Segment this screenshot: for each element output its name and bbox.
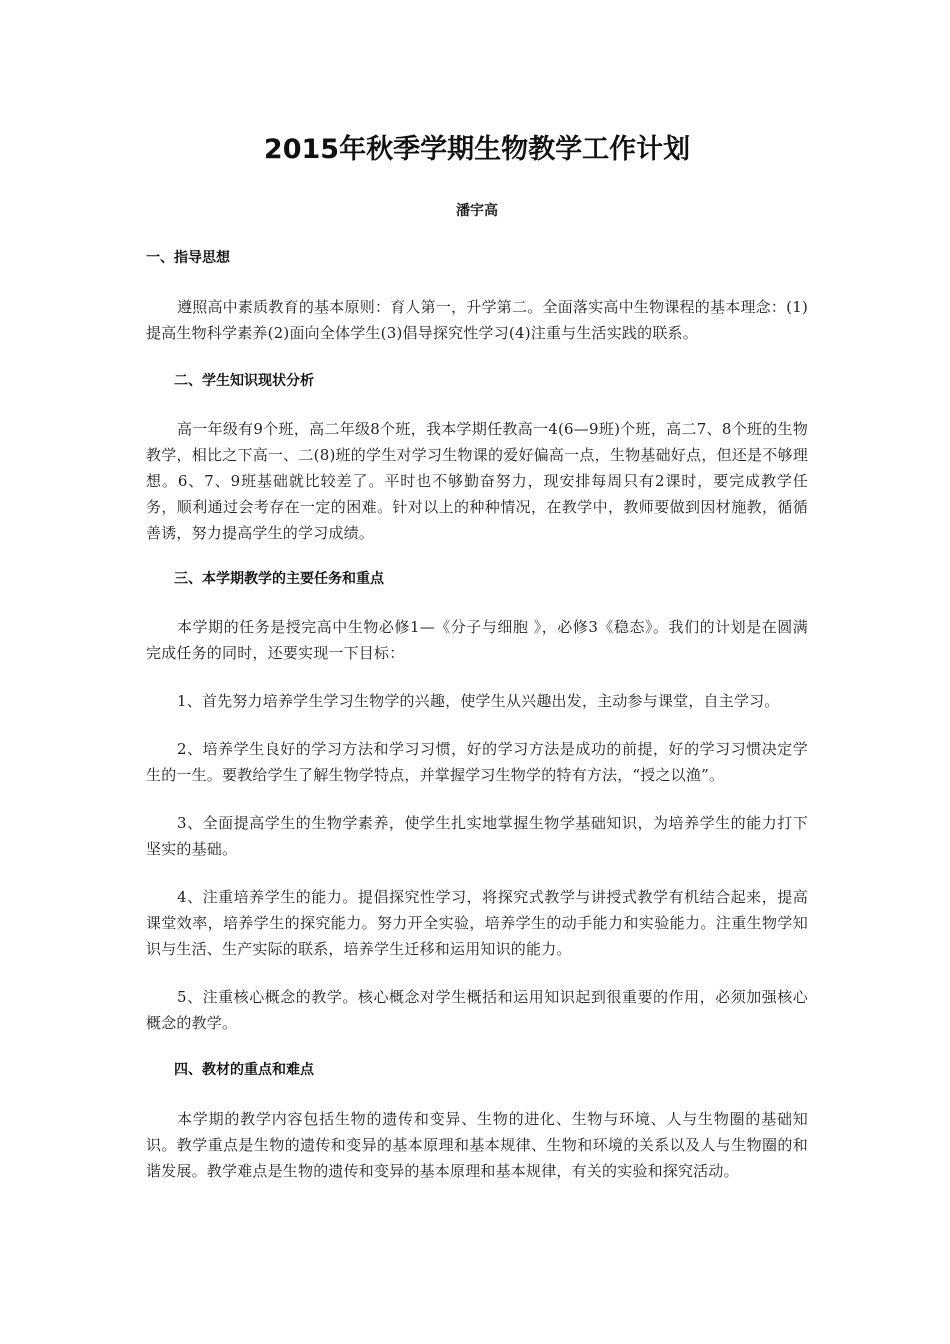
goal-item-1: 1、首先努力培养学生学习生物学的兴趣，使学生从兴趣出发，主动参与课堂，自主学习。 bbox=[177, 692, 780, 710]
section-heading-main-tasks: 三、本学期教学的主要任务和重点 bbox=[174, 571, 384, 587]
goal-item-3: 3、全面提高学生的生物学素养，使学生扎实地掌握生物学基础知识，为培养学生的能力打下坚实的基础。 bbox=[146, 814, 808, 858]
goal-item-2: 2、培养学生良好的学习方法和学习习惯，好的学习方法是成功的前提，好的学习习惯决定学生的一生。要教给学生了解生物学特点，并掌握学习生物学的特有方法，“授之以渔”。 bbox=[146, 740, 808, 784]
section-paragraph: 本学期的教学内容包括生物的遗传和变异、生物的进化、生物与环境、人与生物圈的基础知识。教学重点是生物的遗传和变异的基本原理和基本规律、生物和环境的关系以及人与生物圈的和谐发展。教学难点是生物的遗传和变异的基本原理和基本规律，有关的实验和探究活动。 bbox=[146, 1110, 808, 1180]
section-heading-key-points: 四、教材的重点和难点 bbox=[174, 1062, 314, 1078]
document-page bbox=[146, 0, 808, 1344]
section-paragraph: 高一年级有9个班，高二年级8个班，我本学期任教高一4(6—9班)个班，高二7、8个班的生物教学，相比之下高一、二(8)班的学生对学习生物课的爱好偏高一点，生物基础好点，但还是不够理想。6、7、9班基础就比较差了。平时也不够勤奋努力，现安排每周只有2课时，要完成教学任务，顺利通过会考存在一定的困难。针对以上的种种情况，在教学中，教师要做到因材施教，循循善诱，努力提高学生的学习成绩。 bbox=[146, 420, 808, 542]
goal-item-5: 5、注重核心概念的教学。核心概念对学生概括和运用知识起到很重要的作用，必须加强核心概念的教学。 bbox=[146, 988, 808, 1032]
document-author: 潘宇高 bbox=[456, 203, 498, 219]
section-heading-guiding-thought: 一、指导思想 bbox=[146, 250, 230, 266]
section-heading-student-analysis: 二、学生知识现状分析 bbox=[174, 373, 314, 389]
document-title: 2015年秋季学期生物教学工作计划 bbox=[263, 134, 691, 165]
section-paragraph: 遵照高中素质教育的基本原则：育人第一，升学第二。全面落实高中生物课程的基本理念：(1)提高生物科学素养(2)面向全体学生(3)倡导探究性学习(4)注重与生活实践的联系。 bbox=[146, 298, 808, 342]
goal-item-4: 4、注重培养学生的能力。提倡探究性学习，将探究式教学与讲授式教学有机结合起来，提高课堂效率，培养学生的探究能力。努力开全实验，培养学生的动手能力和实验能力。注重生物学知识与生活、生产实际的联系，培养学生迁移和运用知识的能力。 bbox=[146, 888, 808, 958]
section-paragraph: 本学期的任务是授完高中生物必修1—《分子与细胞 》，必修3《稳态》。我们的计划是在圆满完成任务的同时，还要实现一下目标： bbox=[146, 618, 808, 662]
